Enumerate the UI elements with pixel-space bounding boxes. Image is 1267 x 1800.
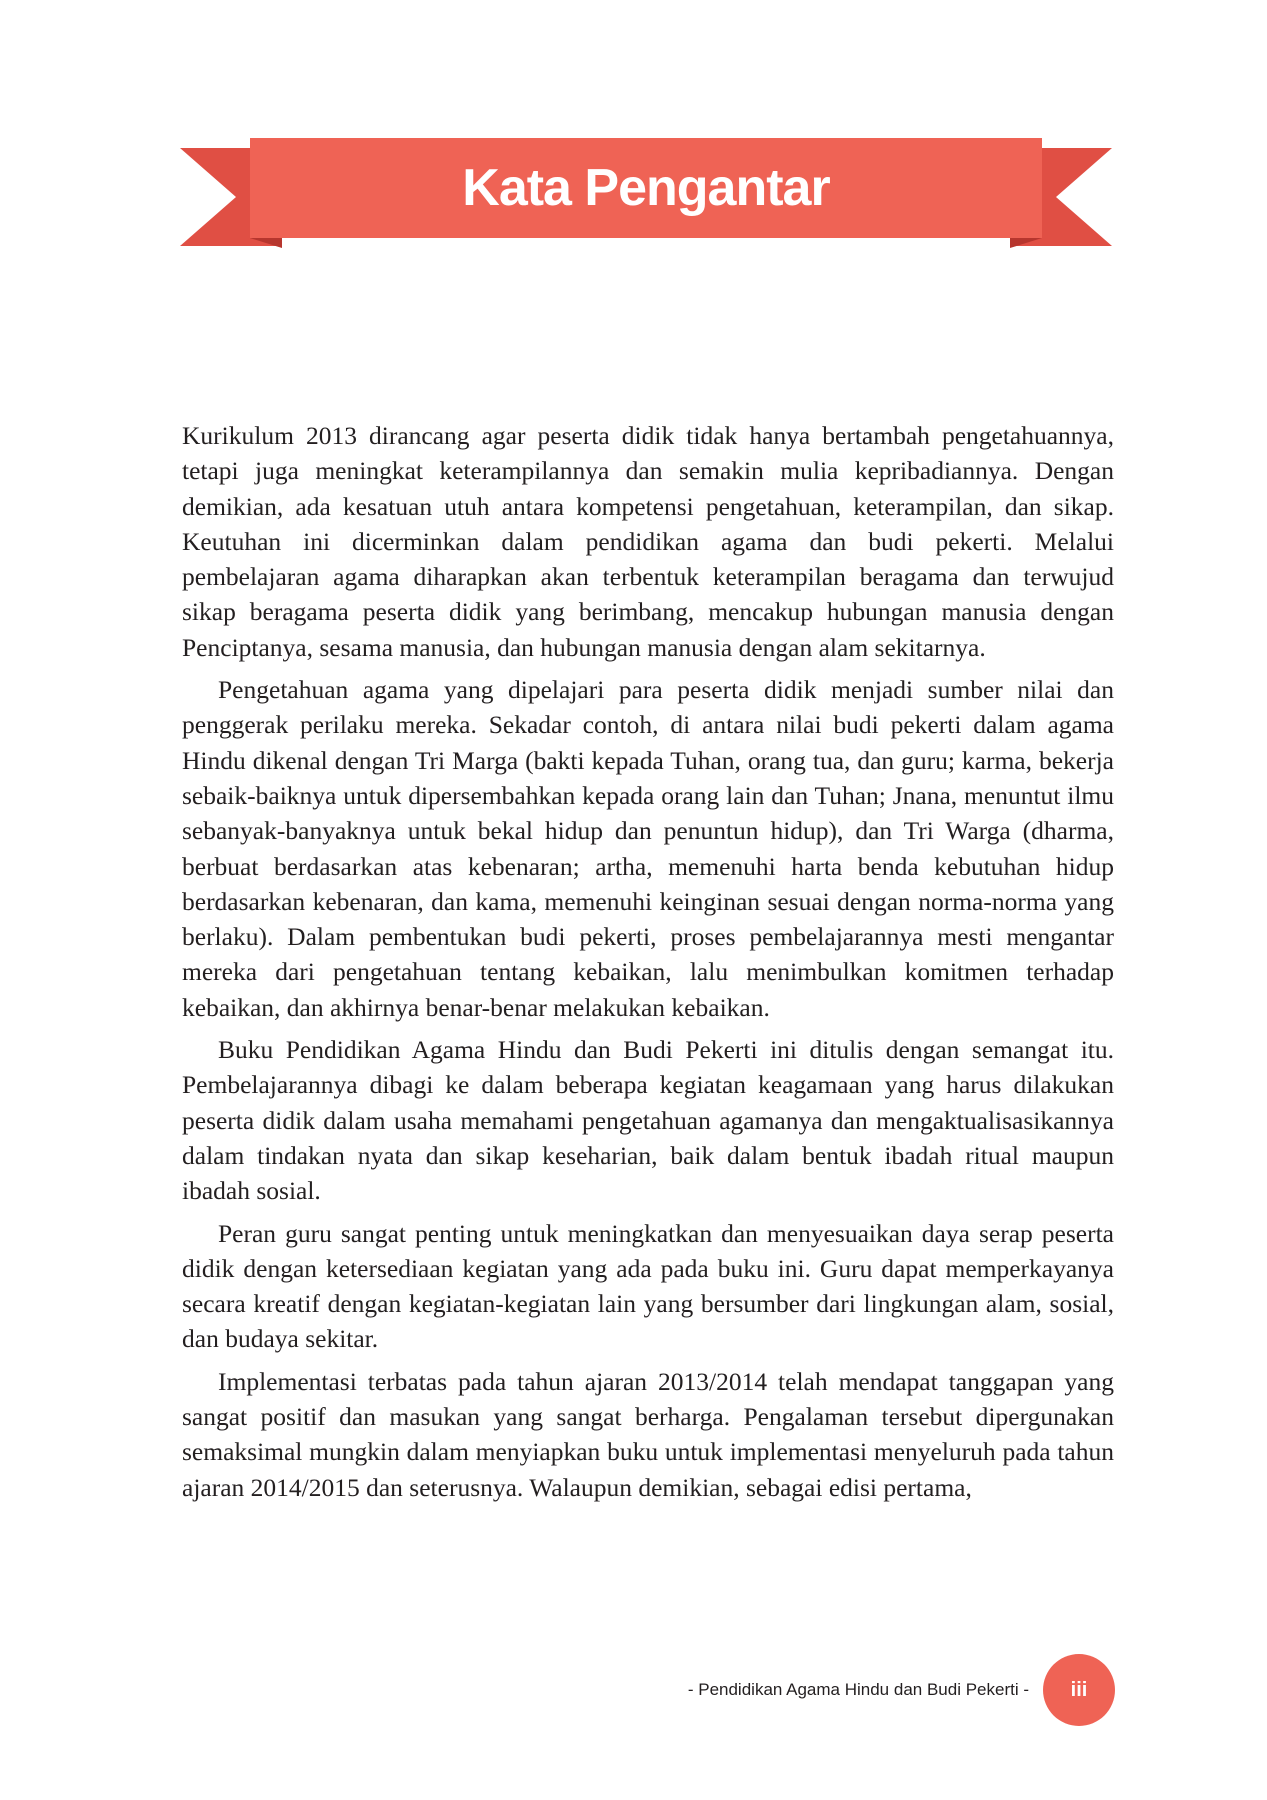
- title-ribbon-banner: [180, 138, 1112, 256]
- page-title: Kata Pengantar: [462, 159, 830, 217]
- page-number-badge: [1043, 1654, 1115, 1726]
- page-number: iii: [1070, 1678, 1088, 1701]
- paragraph-3: Buku Pendidikan Agama Hindu dan Budi Pekerti ini ditulis dengan semangat itu. Pembelajarannya dibagi ke dalam beberapa kegiatan keagamaan yang harus dilakukan peserta didik dalam usaha memahami pengetahuan agamanya dan mengaktualisasikannya dalam tindakan nyata dan sikap keseharian, baik dalam bentuk ibadah ritual maupun ibadah sosial.: [182, 1035, 1114, 1206]
- footer-book-title: - Pendidikan Agama Hindu dan Budi Pekerti -: [687, 1680, 1029, 1699]
- paragraph-5: Implementasi terbatas pada tahun ajaran 2013/2014 telah mendapat tanggapan yang sangat positif dan masukan yang sangat berharga. Pengalaman tersebut dipergunakan semaksimal mungkin dalam menyiapkan buku untuk implementasi menyeluruh pada tahun ajaran 2014/2015 dan seterusnya. Walaupun demikian, sebagai edisi pertama,: [182, 1366, 1114, 1502]
- paragraph-2: Pengetahuan agama yang dipelajari para peserta didik menjadi sumber nilai dan penggerak perilaku mereka. Sekadar contoh, di antara nilai budi pekerti dalam agama Hindu dikenal dengan Tri Marga (bakti kepada Tuhan, orang tua, dan guru; karma, bekerja sebaik-baiknya untuk dipersembahkan kepada orang lain dan Tuhan; Jnana, menuntut ilmu sebanyak-banyaknya untuk bekal hidup dan penuntun hidup), dan Tri Warga (dharma, berbuat berdasarkan atas kebenaran; artha, memenuhi harta benda kebutuhan hidup berdasarkan kebenaran, dan kama, memenuhi keinginan sesuai dengan norma-norma yang berlaku). Dalam pembentukan budi pekerti, proses pembelajarannya mesti mengantar mereka dari pengetahuan tentang kebaikan, lalu menimbulkan komitmen terhadap kebaikan, dan akhirnya benar-benar melakukan kebaikan.: [182, 675, 1114, 1022]
- paragraph-4: Peran guru sangat penting untuk meningkatkan dan menyesuaikan daya serap peserta didik dengan ketersediaan kegiatan yang ada pada buku ini. Guru dapat memperkayanya secara kreatif dengan kegiatan-kegiatan lain yang bersumber dari lingkungan alam, sosial, dan budaya sekitar.: [182, 1218, 1114, 1354]
- paragraph-1: Kurikulum 2013 dirancang agar peserta didik tidak hanya bertambah pengetahuannya, tetapi juga meningkat keterampilannya dan semakin mulia kepribadiannya. Dengan demikian, ada kesatuan utuh antara kompetensi pengetahuan, keterampilan, dan sikap. Keutuhan ini dicerminkan dalam pendidikan agama dan budi pekerti. Melalui pembelajaran agama diharapkan akan terbentuk keterampilan beragama dan terwujud sikap beragama peserta didik yang berimbang, mencakup hubungan manusia dengan Penciptanya, sesama manusia, dan hubungan manusia dengan alam sekitarnya.: [182, 421, 1114, 662]
- body-text: [182, 418, 1114, 1512]
- page-footer: [688, 1654, 1115, 1726]
